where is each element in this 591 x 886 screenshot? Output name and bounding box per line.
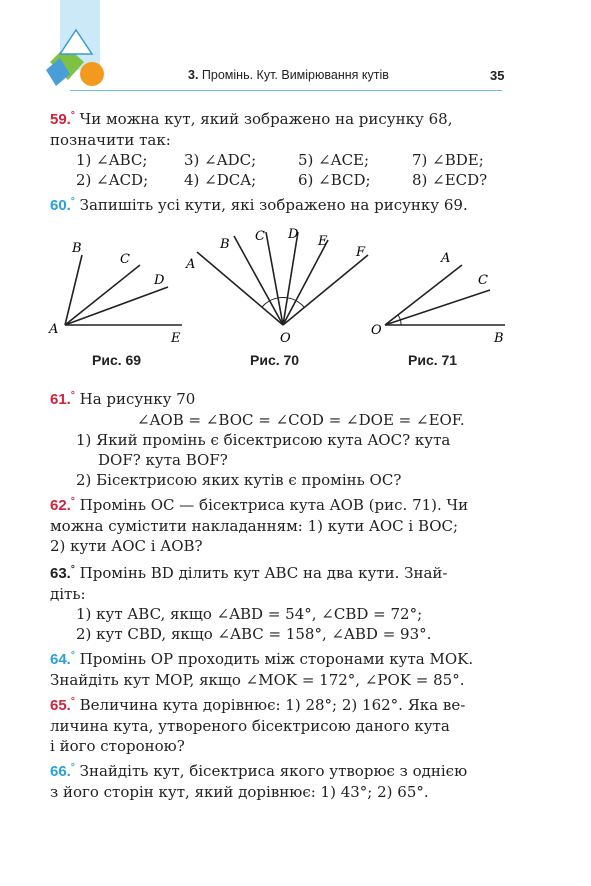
subquestion: 1) кут ABC, якщо ∠ABD = 54°, ∠CBD = 72°; bbox=[76, 605, 423, 623]
fig69-label-D: D bbox=[154, 273, 165, 288]
problem-number: 60.° bbox=[50, 196, 75, 214]
option: 5) ∠ACE; bbox=[298, 151, 370, 169]
problem-number: 65.° bbox=[50, 696, 75, 714]
fig70-label-F: F bbox=[356, 245, 366, 260]
problem-text: личина кута, утвореного бісектрисою даного кута bbox=[50, 717, 450, 735]
problem-text: Запишіть усі кути, які зображено на рисунку 69. bbox=[79, 196, 468, 214]
subquestion-cont: DOF? кута BOF? bbox=[98, 451, 228, 469]
problem-text: Знайдіть кут MOP, якщо ∠MOK = 172°, ∠POK = 85°. bbox=[50, 671, 465, 689]
fig70-label-C: C bbox=[255, 229, 265, 244]
option: 1) ∠ABC; bbox=[76, 151, 148, 169]
problem-61 bbox=[50, 386, 510, 410]
problem-number: 61.° bbox=[50, 390, 75, 408]
problem-64 bbox=[50, 646, 510, 670]
fig70-label-A: A bbox=[186, 257, 196, 272]
fig69-label-B: B bbox=[72, 241, 82, 256]
fig70-label-E: E bbox=[318, 234, 328, 249]
problem-66 bbox=[50, 758, 510, 782]
fig69-label-C: C bbox=[120, 252, 130, 267]
problem-number: 62.° bbox=[50, 496, 75, 514]
fig69-caption: Рис. 69 bbox=[92, 352, 142, 368]
fig69-label-A: A bbox=[49, 322, 59, 337]
problem-number: 66.° bbox=[50, 762, 75, 780]
fig70-label-O: O bbox=[280, 331, 291, 346]
option: 6) ∠BCD; bbox=[298, 171, 371, 189]
problem-65 bbox=[50, 692, 510, 716]
problem-text: Величина кута дорівнює: 1) 28°; 2) 162°. Яка ве- bbox=[79, 696, 466, 714]
problem-text: діть: bbox=[50, 585, 86, 603]
option: 2) ∠ACD; bbox=[76, 171, 149, 189]
problem-text: можна сумістити накладанням: 1) кути AOC і BOC; bbox=[50, 517, 459, 535]
option: 7) ∠BDE; bbox=[412, 151, 484, 169]
fig71-label-A: A bbox=[441, 251, 451, 266]
subquestion: 2) Бісектрисою яких кутів є промінь OC? bbox=[76, 471, 402, 489]
problem-text: На рисунку 70 bbox=[79, 390, 196, 408]
problem-text: Промінь OC — бісектриса кута AOB (рис. 71). Чи bbox=[79, 496, 469, 514]
option: 8) ∠ECD? bbox=[412, 171, 488, 189]
section-title: 3. Промінь. Кут. Вимірювання кутів bbox=[188, 68, 389, 82]
page-number: 35 bbox=[490, 68, 505, 83]
fig70-label-D: D bbox=[288, 227, 299, 242]
fig71-caption: Рис. 71 bbox=[408, 352, 458, 368]
problem-text: і його стороною? bbox=[50, 737, 185, 755]
equation: ∠AOB = ∠BOC = ∠COD = ∠DOE = ∠EOF. bbox=[137, 411, 465, 429]
problem-number: 64.° bbox=[50, 650, 75, 668]
problem-text: Промінь OP проходить між сторонами кута MOK. bbox=[79, 650, 474, 668]
fig71-label-O: O bbox=[371, 323, 382, 338]
problem-63 bbox=[50, 560, 510, 584]
fig70-label-B: B bbox=[220, 237, 230, 252]
fig70-caption: Рис. 70 bbox=[250, 352, 300, 368]
problem-text: з його сторін кут, який дорівнює: 1) 43°; 2) 65°. bbox=[50, 783, 429, 801]
fig69-label-E: E bbox=[171, 331, 181, 346]
problem-number: 63.° bbox=[50, 564, 75, 582]
problem-number: 59.° bbox=[50, 110, 75, 128]
fig71-label-B: B bbox=[494, 331, 504, 346]
page-content-lower bbox=[50, 386, 510, 802]
subquestion: 2) кут CBD, якщо ∠ABC = 158°, ∠ABD = 93°. bbox=[76, 625, 432, 643]
fig71-label-C: C bbox=[478, 273, 488, 288]
problem-62 bbox=[50, 492, 510, 516]
problem-text: Знайдіть кут, бісектриса якого утворює з однією bbox=[79, 762, 468, 780]
problem-text: Промінь BD ділить кут ABC на два кути. Знай- bbox=[79, 564, 448, 582]
option: 4) ∠DCA; bbox=[184, 171, 257, 189]
problem-text: 2) кути AOC і AOB? bbox=[50, 537, 203, 555]
problem-text: Чи можна кут, який зображено на рисунку 68, позначити так: bbox=[50, 110, 453, 149]
option: 3) ∠ADC; bbox=[184, 151, 257, 169]
subquestion: 1) Який промінь є бісектрисою кута AOC? кута bbox=[76, 431, 451, 449]
